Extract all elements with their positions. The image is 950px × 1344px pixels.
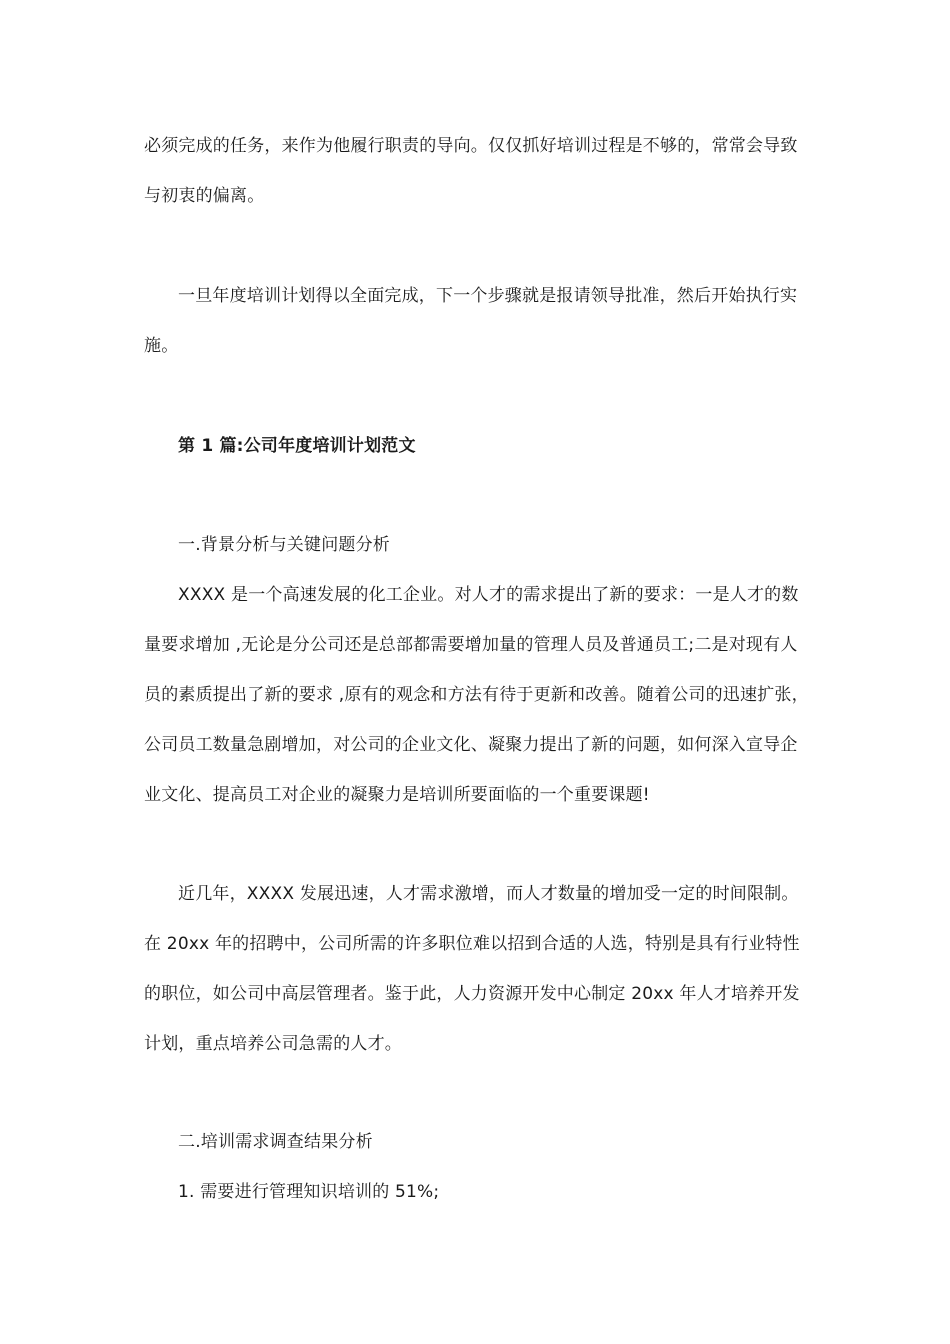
paragraph-1-line-2: 与初衷的偏离。	[144, 186, 265, 206]
paragraph-4-line-3: 的职位，如公司中高层管理者。鉴于此，人力资源开发中心制定 20xx 年人才培养开发	[144, 984, 800, 1004]
section-2-title: 二.培训需求调查结果分析	[178, 1132, 373, 1152]
paragraph-3-line-4: 公司员工数量急剧增加，对公司的企业文化、凝聚力提出了新的问题，如何深入宣导企	[144, 735, 798, 755]
paragraph-2-line-1: 一旦年度培训计划得以全面完成，下一个步骤就是报请领导批准，然后开始执行实	[178, 286, 798, 306]
paragraph-3-line-1: XXXX 是一个高速发展的化工企业。对人才的需求提出了新的要求：一是人才的数	[178, 585, 799, 605]
paragraph-3-line-5: 业文化、提高员工对企业的凝聚力是培训所要面临的一个重要课题!	[144, 785, 650, 805]
article-heading: 第 1 篇:公司年度培训计划范文	[178, 436, 416, 456]
list-item: 1. 需要进行管理知识培训的 51%;	[178, 1182, 440, 1202]
paragraph-2-line-2: 施。	[144, 336, 179, 356]
paragraph-4-line-1: 近几年，XXXX 发展迅速，人才需求激增，而人才数量的增加受一定的时间限制。	[178, 884, 799, 904]
paragraph-4-line-4: 计划，重点培养公司急需的人才。	[144, 1034, 402, 1054]
paragraph-1-line-1: 必须完成的任务，来作为他履行职责的导向。仅仅抓好培训过程是不够的，常常会导致	[144, 136, 798, 156]
paragraph-3-line-3: 员的素质提出了新的要求 ,原有的观念和方法有待于更新和改善。随着公司的迅速扩张，	[144, 685, 809, 705]
section-1-title: 一.背景分析与关键问题分析	[178, 535, 391, 555]
paragraph-4-line-2: 在 20xx 年的招聘中，公司所需的许多职位难以招到合适的人选，特别是具有行业特性	[144, 934, 800, 954]
paragraph-3-line-2: 量要求增加 ,无论是分公司还是总部都需要增加量的管理人员及普通员工;二是对现有人	[144, 635, 798, 655]
